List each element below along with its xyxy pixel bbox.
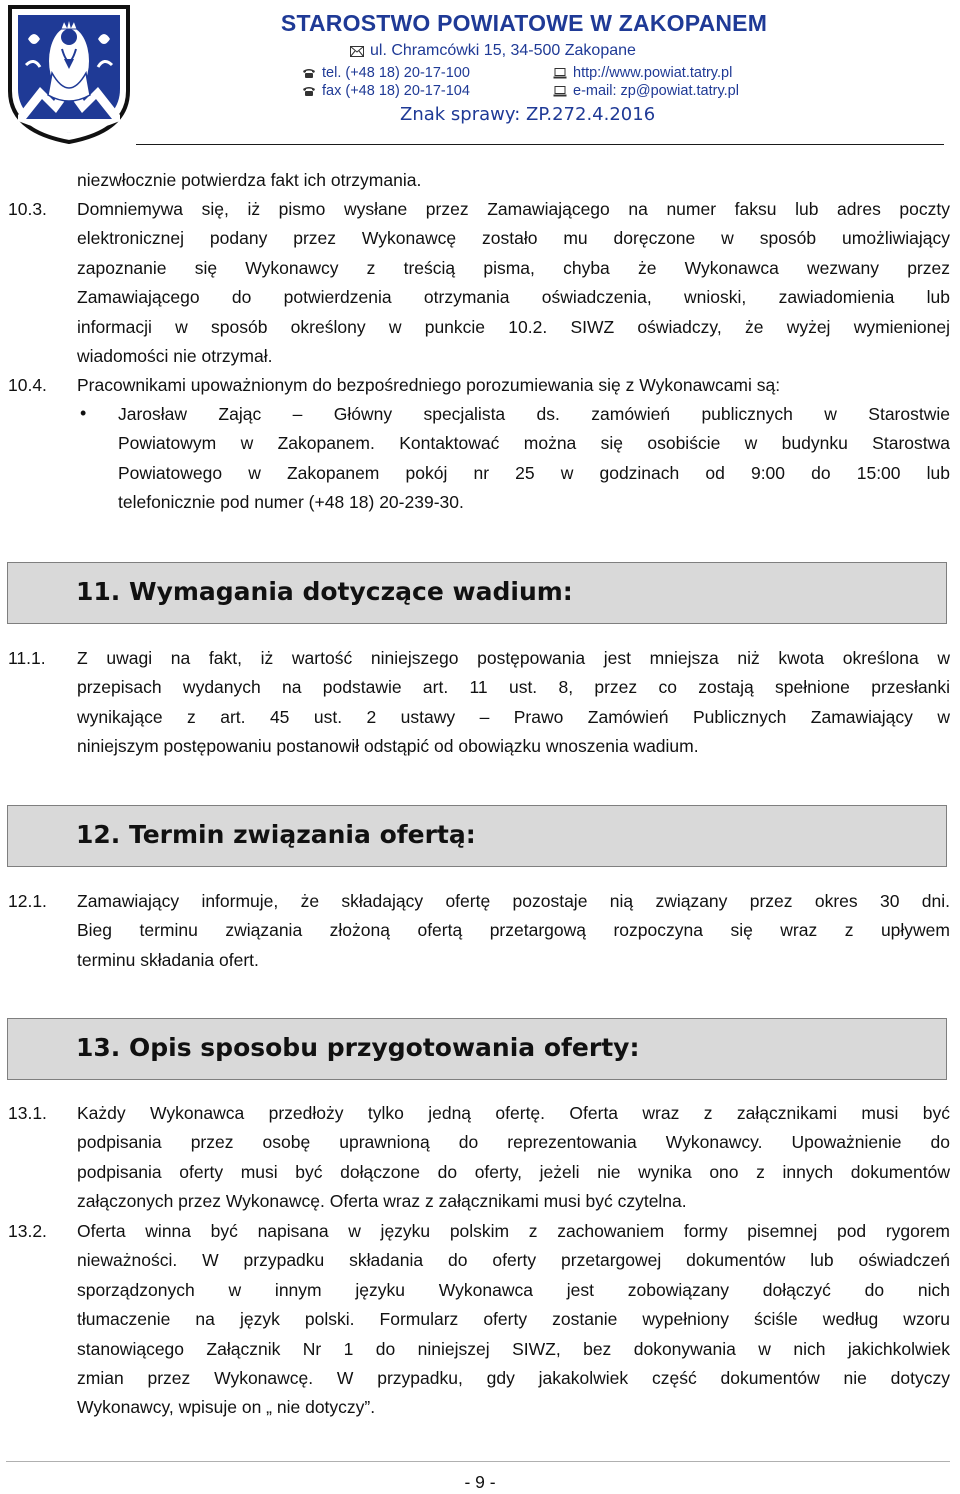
computer-icon (553, 68, 567, 79)
paragraph-number: 11.1. (8, 648, 46, 668)
bullet-icon: • (80, 403, 87, 423)
footer-divider (6, 1461, 950, 1462)
coat-of-arms-icon (6, 3, 132, 144)
case-reference: Znak sprawy: ZP.272.4.2016 (400, 104, 656, 125)
section-title: 11. Wymagania dotyczące wadium: (76, 577, 573, 606)
paragraph-number: 13.1. (8, 1103, 47, 1123)
letterhead (0, 0, 960, 148)
envelope-icon (350, 46, 364, 57)
section-heading-11 (7, 562, 947, 624)
paragraph-number: 10.4. (8, 375, 47, 395)
website-link[interactable]: http://www.powiat.tatry.pl (573, 65, 733, 81)
computer-icon (553, 86, 567, 97)
section-title: 12. Termin związania ofertą: (76, 820, 476, 849)
paragraph-number: 10.3. (8, 199, 47, 219)
address-line (350, 42, 636, 60)
section-title: 13. Opis sposobu przygotowania oferty: (76, 1033, 640, 1062)
header-divider (136, 144, 944, 145)
contact-person-bullet: Jarosław Zając – Główny specjalista ds. zamówień publicznych w Starostwie Powiatowym w Zakopanem. Kontaktować można się osobiście w budynku Starostwa Powiatowego w Zakopanem pokój nr 25 w godzinach od 9:00 do 15:00 lub telefonicznie pod numer (+48 18) 20-239-30. (118, 404, 950, 513)
paragraph-12-1: Zamawiający informuje, że składający ofertę pozostaje nią związany przez okres 30 dni. Bieg terminu związania złożoną ofertą przetargową rozpoczyna się wraz z upływem terminu składania ofert. (77, 891, 950, 970)
email-link[interactable]: e-mail: zp@powiat.tatry.pl (573, 83, 739, 99)
section-heading-13 (7, 1018, 947, 1080)
website-line (553, 65, 732, 81)
paragraph-11-1: Z uwagi na fakt, iż wartość niniejszego postępowania jest mniejsza niż kwota określona w przepisach wydanych na podstawie art. 11 ust. 8, przez co zostają spełnione przesłanki wynikające z art. 45 ust. 2 ustawy – Prawo Zamówień Publicznych Zamawiający w niniejszym postępowaniu postanowił odstąpić od obowiązku wnoszenia wadium. (77, 648, 950, 757)
fax-line (302, 83, 470, 99)
paragraph-13-1: Każdy Wykonawca przedłoży tylko jedną ofertę. Oferta wraz z załącznikami musi być podpisania przez osobę uprawnioną do reprezentowania Wykonawcy. Upoważnienie do podpisania oferty musi być dołączone do oferty, jeżeli nie wynika ono z innych dokumentów załączonych przez Wykonawcę. Oferta wraz z załącznikami musi być czytelna. (77, 1103, 950, 1212)
paragraph-10-3: Domniemywa się, iż pismo wysłane przez Zamawiającego na numer faksu lub adres poczty elektronicznej podany przez Wykonawcę zostało mu doręczone w sposób umożliwiający zapoznanie się Wykonawcy z treścią pisma, chyba że Wykonawca wezwany przez Zamawiającego do potwierdzenia otrzymania oświadczenia, wnioski, zawiadomienia lub informacji w sposób określony w punkcie 10.2. SIWZ oświadczy, że wyżej wymienionej wiadomości nie otrzymał. (77, 199, 950, 367)
email-line (553, 83, 739, 99)
paragraph-number: 12.1. (8, 891, 47, 911)
paragraph-number: 13.2. (8, 1221, 47, 1241)
paragraph-10-4: Pracownikami upoważnionym do bezpośredniego porozumiewania się z Wykonawcami są: (77, 375, 781, 395)
phone-icon (302, 86, 316, 97)
section-heading-12 (7, 805, 947, 867)
phone-text: tel. (+48 18) 20-17-100 (322, 65, 470, 81)
paragraph-13-2: Oferta winna być napisana w języku polskim z zachowaniem formy pisemnej pod rygorem nieważności. W przypadku składania do oferty przetargowej dokumentów lub oświadczeń sporządzonych w innym języku Wykonawca jest zobowiązany dołączyć do nich tłumaczenie na język polski. Formularz oferty zostanie wypełniony ściśle według wzoru stanowiącego Załącznik Nr 1 do niniejszej SIWZ, bez dokonywania w nich jakichkolwiek zmian przez Wykonawcę. W przypadku, gdy jakakolwiek część dokumentów nie dotyczy Wykonawcy, wpisuje on „ nie dotyczy”. (77, 1221, 950, 1418)
page-number: - 9 - (464, 1472, 496, 1492)
org-name: STAROSTWO POWIATOWE W ZAKOPANEM (280, 10, 768, 36)
fax-text: fax (+48 18) 20-17-104 (322, 83, 470, 99)
continuation-line: niezwłocznie potwierdza fakt ich otrzymania. (77, 170, 422, 190)
address-text: ul. Chramcówki 15, 34-500 Zakopane (370, 42, 636, 59)
phone-line (302, 65, 470, 81)
phone-icon (302, 68, 316, 79)
